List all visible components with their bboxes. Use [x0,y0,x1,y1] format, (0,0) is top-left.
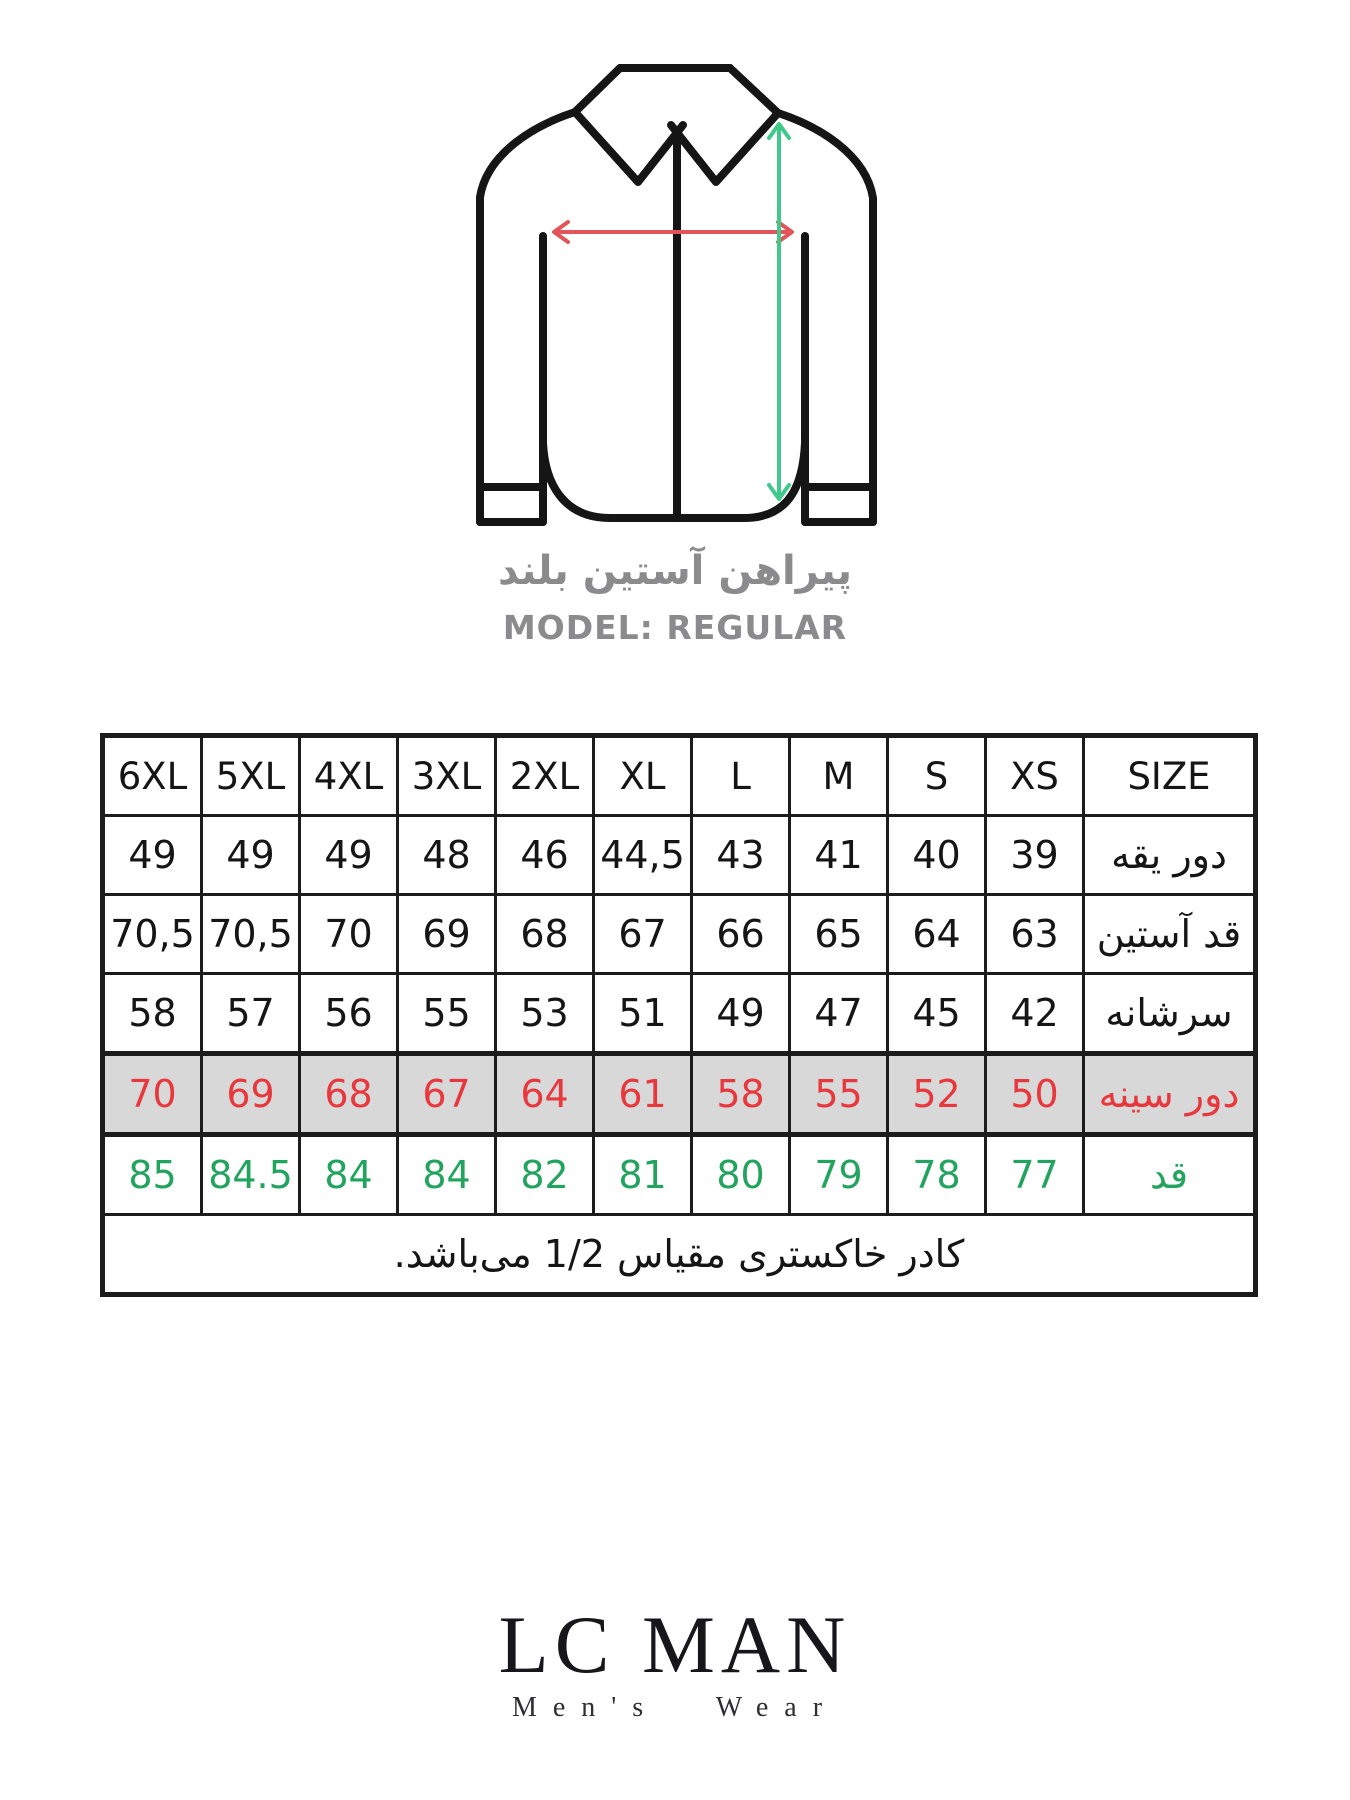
size-value-cell: 43 [692,816,790,895]
size-column-header: 6XL [103,736,202,816]
size-value-cell: 85 [103,1135,202,1215]
size-value-cell: 40 [888,816,986,895]
size-column-header: M [790,736,888,816]
size-value-cell: 77 [986,1135,1084,1215]
size-value-cell: 41 [790,816,888,895]
size-column-header: S [888,736,986,816]
length-arrow [769,124,789,499]
size-value-cell: 52 [888,1054,986,1135]
size-value-cell: 67 [398,1054,496,1135]
size-column-header: SIZE [1084,736,1256,816]
shirt-outline [480,68,873,522]
size-value-cell: 67 [594,895,692,974]
size-value-cell: 68 [496,895,594,974]
model-label: MODEL: REGULAR [502,608,848,647]
size-value-cell: 78 [888,1135,986,1215]
size-value-cell: 66 [692,895,790,974]
size-value-cell: 39 [986,816,1084,895]
measurement-label: قد [1084,1135,1256,1215]
size-value-cell: 55 [790,1054,888,1135]
size-value-cell: 64 [496,1054,594,1135]
size-value-cell: 84 [300,1135,398,1215]
size-value-cell: 70,5 [103,895,202,974]
measurement-label: دور سینه [1084,1054,1256,1135]
size-column-header: 4XL [300,736,398,816]
size-value-cell: 70 [300,895,398,974]
garment-title: پیراهن آستین بلند [497,548,852,594]
note-row [103,1215,1256,1295]
size-value-cell: 64 [888,895,986,974]
size-column-header: XS [986,736,1084,816]
size-column-header: L [692,736,790,816]
size-value-cell: 49 [103,816,202,895]
scale-note: کادر خاکستری مقیاس 1/2 می‌باشد. [103,1215,1256,1295]
size-value-cell: 47 [790,974,888,1054]
size-value-cell: 65 [790,895,888,974]
size-value-cell: 45 [888,974,986,1054]
measurement-label: قد آستین [1084,895,1256,974]
size-value-cell: 53 [496,974,594,1054]
measurement-row [103,1054,1256,1135]
size-value-cell: 63 [986,895,1084,974]
size-value-cell: 79 [790,1135,888,1215]
size-value-cell: 48 [398,816,496,895]
size-column-header: 5XL [202,736,300,816]
size-column-header: XL [594,736,692,816]
measurement-row [103,1135,1256,1215]
shirt-diagram [395,35,955,545]
brand-logo: LC MAN [498,1599,852,1690]
size-value-cell: 42 [986,974,1084,1054]
size-value-cell: 49 [202,816,300,895]
size-value-cell: 57 [202,974,300,1054]
size-value-cell: 58 [103,974,202,1054]
size-value-cell: 84.5 [202,1135,300,1215]
size-value-cell: 82 [496,1135,594,1215]
size-value-cell: 80 [692,1135,790,1215]
size-value-cell: 81 [594,1135,692,1215]
size-value-cell: 51 [594,974,692,1054]
size-value-cell: 56 [300,974,398,1054]
size-value-cell: 46 [496,816,594,895]
size-value-cell: 84 [398,1135,496,1215]
brand-tagline: Men's Wear [511,1692,839,1723]
size-column-header: 2XL [496,736,594,816]
size-value-cell: 69 [398,895,496,974]
size-value-cell: 69 [202,1054,300,1135]
size-value-cell: 49 [692,974,790,1054]
measurement-label: سرشانه [1084,974,1256,1054]
size-value-cell: 55 [398,974,496,1054]
size-value-cell: 61 [594,1054,692,1135]
size-value-cell: 70,5 [202,895,300,974]
measurement-row [103,895,1256,974]
measurement-row [103,974,1256,1054]
size-column-header: 3XL [398,736,496,816]
size-value-cell: 44,5 [594,816,692,895]
size-value-cell: 50 [986,1054,1084,1135]
measurement-row [103,816,1256,895]
size-value-cell: 58 [692,1054,790,1135]
size-table [100,733,1258,1297]
size-value-cell: 49 [300,816,398,895]
size-value-cell: 68 [300,1054,398,1135]
measurement-label: دور یقه [1084,816,1256,895]
size-value-cell: 70 [103,1054,202,1135]
size-header-row [103,736,1256,816]
